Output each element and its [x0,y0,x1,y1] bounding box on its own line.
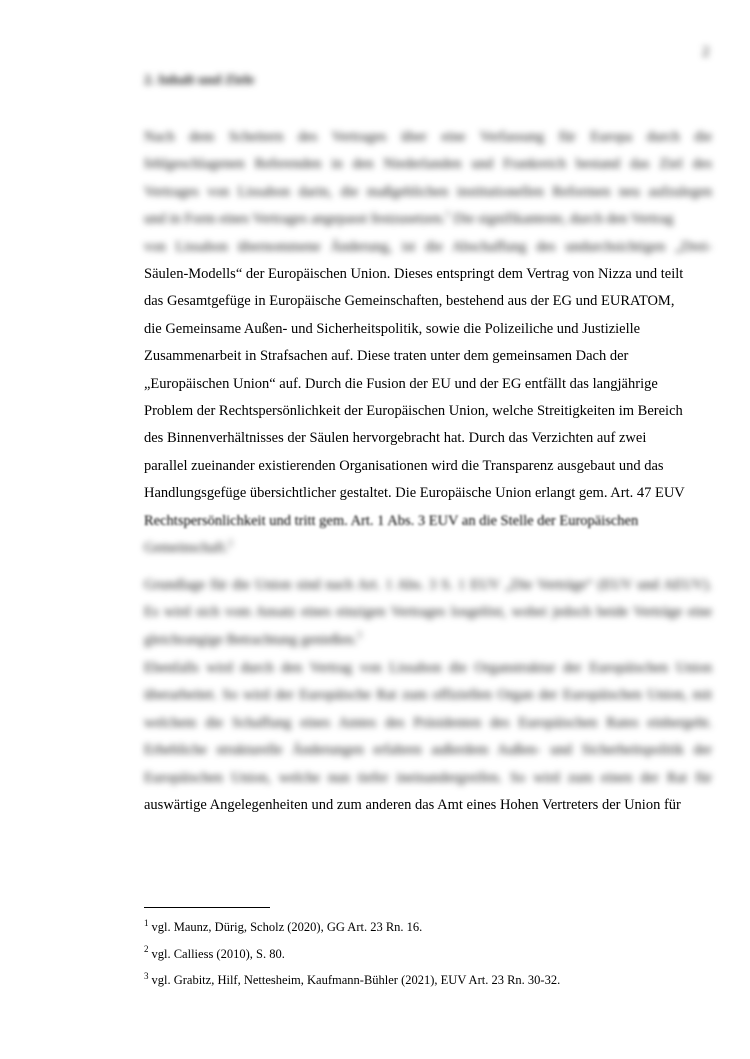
footnotes [144,914,704,994]
text-line: Säulen-Modells“ der Europäischen Union. Dieses entspringt dem Vertrag von Nizza und teilt [144,266,684,283]
text-line: Nach dem Scheitern des Vertrages über eine Verfassung für Europa durch die [144,129,712,145]
text-line: „Europäischen Union“ auf. Durch die Fusion der EU und der EG entfällt das langjährige [144,375,658,392]
text-line: auswärtige Angelegenheiten und zum anderen das Amt eines Hohen Vertreters der Union für [144,797,681,814]
page-number: 2 [702,44,710,60]
text-line [144,206,712,233]
text-line: Erhebliche strukturelle Änderungen erfahren außerdem Außen- und Sicherheitspolitik der [144,742,712,759]
footnote-text: vgl. Grabitz, Hilf, Nettesheim, Kaufmann-Bühler (2021), EUV Art. 23 Rn. 30-32. [151,973,561,987]
text-line: welchem die Schaffung eines Amtes des Präsidenten des Europäischen Rates einhergeht. [144,714,712,731]
footnote-ref: 1 [445,209,450,220]
text-fragment: gleichrangige Betrachtung genießen. [144,631,357,648]
section-heading: 2. Inhalt und Ziele [144,73,255,88]
footnote [144,967,704,994]
text-line: fehlgeschlagenen Referenden in den Niederlanden und Frankreich bestand das Ziel des [144,156,712,173]
text-line: das Gesamtgefüge in Europäische Gemeinschaften, bestehend aus der EG und EURATOM, [144,293,675,310]
footnote [144,914,704,941]
text-line: von Lissabon übernommene Änderung, ist die Abschaffung des undurchsichtigen „Drei- [144,238,712,255]
text-fragment: Die signifikanteste, durch den Vertrag [449,211,674,228]
text-line: überarbeitet. So wird der Europäische Rat zum offiziellen Organ der Europäischen Union, mit [144,687,712,704]
text-line: des Binnenverhältnisses der Säulen hervorgebracht hat. Durch das Verzichten auf zwei [144,430,647,447]
text-line: Rechtspersönlichkeit und tritt gem. Art. 1 Abs. 3 EUV an die Stelle der Europäischen [144,512,639,529]
text-line: Ebenfalls wird durch den Vertrag von Lissabon die Organstruktur der Europäischen Union [144,660,712,676]
footnote [144,941,704,968]
body-paragraph-3 [144,655,712,819]
body-paragraph-2 [144,572,712,654]
footnote-text: vgl. Calliess (2010), S. 80. [151,946,285,961]
text-line: Grundlage für die Union sind nach Art. 1 Abs. 3 S. 1 EUV „Die Verträge“ (EUV und AEUV). [144,577,712,593]
text-fragment: Gemeinschaft. [144,540,229,557]
footnote-number: 3 [144,970,149,981]
text-line: parallel zueinander existierenden Organisationen wird die Transparenz ausgebaut und das [144,457,664,474]
text-line: Es wird sich vom Ansatz eines einzigen Vertrages losgelöst, wobei jedoch beide Verträge eine [144,604,712,621]
footnote-ref: 2 [228,538,233,549]
text-line: die Gemeinsame Außen- und Sicherheitspolitik, sowie die Polizeiliche und Justizielle [144,320,641,337]
text-line [144,627,712,654]
text-line: Handlungsgefüge übersichtlicher gestaltet. Die Europäische Union erlangt gem. Art. 47 EUV [144,485,685,502]
footnote-number: 1 [144,917,149,928]
text-line: Problem der Rechtspersönlichkeit der Europäischen Union, welche Streitigkeiten im Bereich [144,403,683,420]
footnote-ref: 3 [356,629,362,640]
text-line: Zusammenarbeit in Strafsachen auf. Diese traten unter dem gemeinsamen Dach der [144,348,629,365]
text-fragment: und in Form eines Vertrages angepasst festzusetzen. [144,211,446,228]
text-line [144,535,712,562]
text-line: Vertrages von Lissabon darin, die maßgeblichen institutionellen Reformen neu aufzulegen [144,183,712,200]
footnote-text: vgl. Maunz, Dürig, Scholz (2020), GG Art. 23 Rn. 16. [151,920,423,934]
text-line: Europäischen Union, welche nun tiefer ineinandergreifen. So wird zum einen der Rat für [144,769,712,786]
footnote-separator [144,907,270,908]
footnote-number: 2 [144,944,149,955]
body-paragraph-1 [144,124,712,563]
